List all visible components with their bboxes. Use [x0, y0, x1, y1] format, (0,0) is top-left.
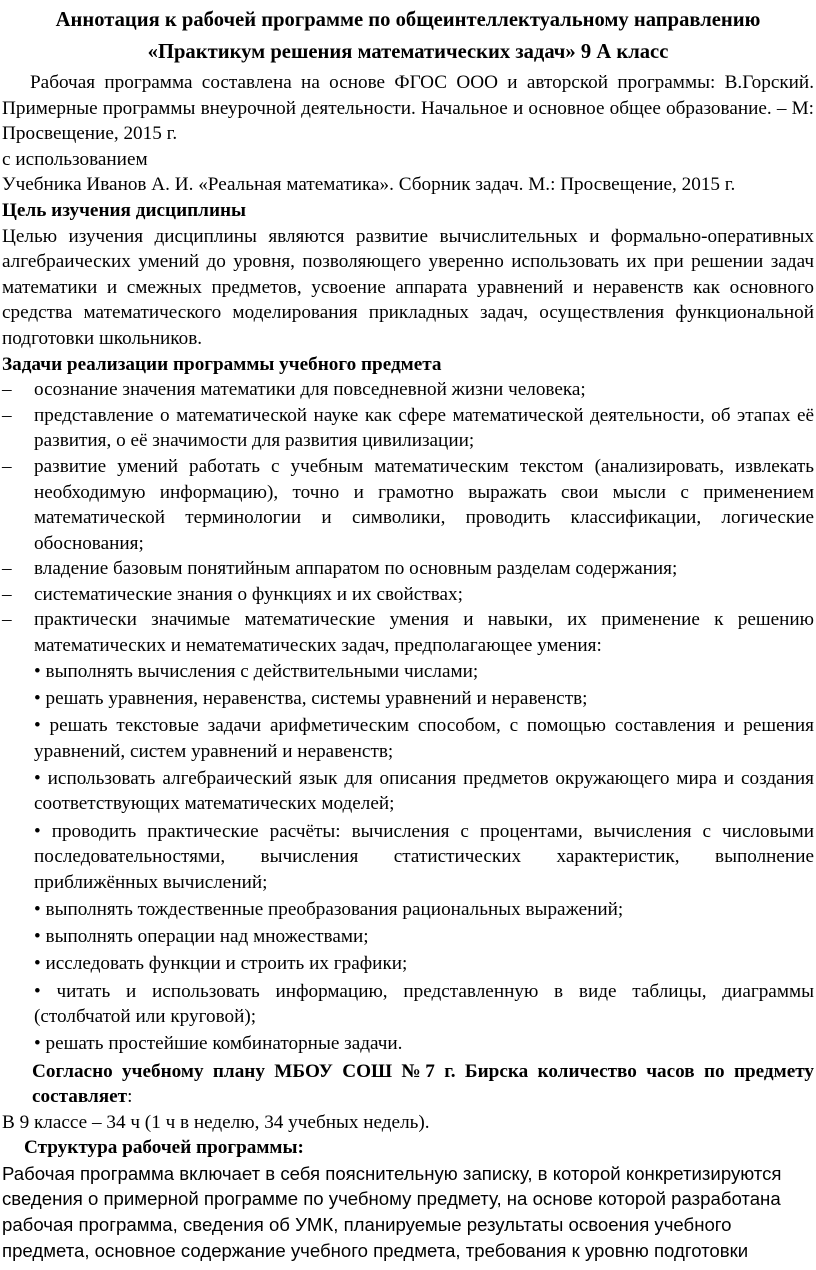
- skill-item: • проводить практические расчёты: вычисления с процентами, вычисления с числовыми последовательностями, вычисления статистических характеристик, выполнение приближённых вычислений;: [34, 820, 814, 893]
- dash-bullet: –: [2, 379, 12, 401]
- dash-bullet: –: [2, 404, 12, 426]
- task-text: систематические знания о функциях и их свойствах;: [34, 583, 463, 605]
- tasks-list: [2, 377, 814, 659]
- skill-item: • выполнять вычисления с действительными числами;: [34, 660, 479, 682]
- structure-line: предмета, основное содержание учебного предмета, требования к уровню подготовки: [2, 1239, 749, 1261]
- task-text: развитие умений работать с учебным математическим текстом (анализировать, извлекать необходимую информацию), точно и грамотно выражать свои мысли с применением математической терминологии и символики, проводить классификации, логические обоснования;: [34, 455, 814, 554]
- task-item: [2, 403, 814, 454]
- study-plan-colon: :: [127, 1086, 133, 1108]
- structure-text: [2, 1161, 814, 1263]
- task-item: [2, 454, 814, 556]
- structure-line: Рабочая программа включает в себя пояснительную записку, в которой конкретизируются: [2, 1162, 782, 1184]
- goal-heading: Цель изучения дисциплины: [2, 199, 247, 221]
- task-text: практически значимые математические умения и навыки, их применение к решению математических и нематематических задач, предполагающее умения:: [34, 609, 814, 657]
- skill-item: • использовать алгебраический язык для описания предметов окружающего мира и создания соответствующих математических моделей;: [34, 767, 814, 815]
- task-item: [2, 582, 814, 608]
- task-item: [2, 607, 814, 658]
- skill-item: • выполнять тождественные преобразования рациональных выражений;: [34, 898, 624, 920]
- goal-text: Целью изучения дисциплины являются развитие вычислительных и формально-оперативных алгебраических умений до уровня, позволяющего уверенно использовать их при решении задач математики и смежных предметов, усвоение аппарата уравнений и неравенств как основного средства математического моделирования прикладных задач, осуществления функциональной подготовки школьников.: [2, 225, 814, 349]
- study-plan-bold: Согласно учебному плану МБОУ СОШ №7 г. Бирска количество часов по предмету составляет: [32, 1060, 814, 1108]
- task-text: владение базовым понятийным аппаратом по основным разделам содержания;: [34, 558, 678, 580]
- skill-item: • решать текстовые задачи арифметическим способом, с помощью составления и решения уравнений, систем уравнений и неравенств;: [34, 715, 814, 762]
- dash-bullet: –: [2, 558, 12, 580]
- task-text: осознание значения математики для повседневной жизни человека;: [34, 379, 586, 401]
- dash-bullet: –: [2, 583, 12, 605]
- study-plan-hours: В 9 классе – 34 ч (1 ч в неделю, 34 учебных недель).: [2, 1111, 430, 1133]
- tasks-heading: Задачи реализации программы учебного предмета: [2, 353, 442, 375]
- intro-textbook: Учебника Иванов А. И. «Реальная математика». Сборник задач. М.: Просвещение, 2015 г.: [2, 174, 736, 196]
- study-plan-statement: [2, 1059, 814, 1110]
- document-title: Аннотация к рабочей программе по общеинтеллектуальному направлению «Практикум решения математических задач» 9 А класс: [55, 9, 761, 63]
- skill-item: • читать и использовать информацию, представленную в виде таблицы, диаграммы (столбчатой или круговой);: [34, 980, 814, 1028]
- task-item: [2, 556, 814, 582]
- structure-line: сведения о примерной программе по учебному предмету, на основе которой разработана: [2, 1188, 781, 1210]
- task-item: [2, 377, 814, 403]
- intro-with-usage: с использованием: [2, 148, 148, 170]
- skill-item: • выполнять операции над множествами;: [34, 926, 369, 948]
- dash-bullet: –: [2, 609, 12, 631]
- skill-item: • решать простейшие комбинаторные задачи.: [34, 1033, 403, 1055]
- structure-line: рабочая программа, сведения об УМК, планируемые результаты освоения учебного: [2, 1214, 732, 1236]
- dash-bullet: –: [2, 455, 12, 477]
- task-text: представление о математической науке как сфере математической деятельности, об этапах её развития, о её значимости для развития цивилизации;: [34, 404, 814, 452]
- intro-paragraph: Рабочая программа составлена на основе ФГОС ООО и авторской программы: В.Горский. Примерные программы внеурочной деятельности. Начальное и основное общее образование. – М: Просвещение, 2015 г.: [2, 72, 814, 145]
- skills-list: [2, 659, 814, 1057]
- skill-item: • решать уравнения, неравенства, системы уравнений и неравенств;: [34, 687, 588, 709]
- skill-item: • исследовать функции и строить их графики;: [34, 953, 408, 975]
- structure-heading: Структура рабочей программы:: [24, 1137, 304, 1159]
